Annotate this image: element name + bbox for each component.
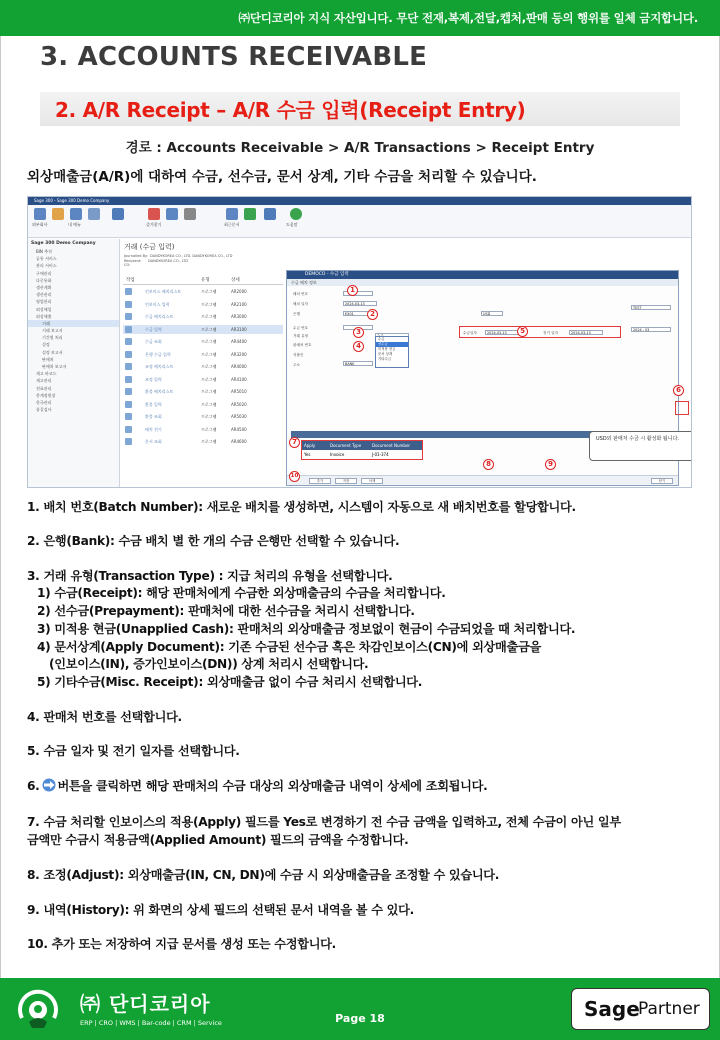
header-cell: 작업: [126, 278, 135, 283]
task-type: 프로그램: [201, 401, 217, 407]
ribbon-icon[interactable]: [88, 208, 100, 220]
task-code: AR2000: [231, 289, 247, 294]
task-row[interactable]: [123, 325, 283, 334]
dropdown-option[interactable]: 선수금: [376, 342, 408, 347]
program-icon: [125, 288, 132, 295]
add-button[interactable]: 추가: [309, 478, 331, 484]
receipt-entry-screenshot: [27, 196, 692, 488]
step-3-4: 4) 문서상계(Apply Document): 기존 수금된 선수금 혹은 차감인보이스(CN)에 외상매출금을: [37, 640, 541, 654]
grid-header-row: [302, 441, 422, 450]
page-subtitle: 2. A/R Receipt – A/R 수금 입력(Receipt Entry): [55, 98, 526, 122]
header-cell: 상세: [231, 278, 240, 283]
ribbon-label: 내 메뉴: [68, 222, 81, 227]
task-code: AR4400: [231, 339, 247, 344]
sidebar-item[interactable]: 판매처 보고서: [42, 364, 67, 369]
task-type: 프로그램: [201, 301, 217, 307]
task-row[interactable]: [123, 350, 283, 359]
marker-6: 6: [673, 385, 684, 396]
program-icon: [125, 376, 132, 383]
sidebar-item[interactable]: 설정 보고서: [42, 349, 63, 355]
task-code: AR4000: [231, 364, 247, 369]
step-4: 4. 판매처 번호를 선택합니다.: [27, 710, 182, 724]
program-icon: [125, 351, 132, 358]
step-6: [27, 777, 487, 794]
task-code: AR3100: [231, 326, 247, 332]
task-row[interactable]: [123, 437, 283, 446]
sidebar-item[interactable]: 다중통화: [36, 277, 52, 283]
sidebar-item[interactable]: 관리 서비스: [36, 263, 57, 269]
company-name: ㈜ 단디코리아: [80, 992, 211, 1016]
close-button[interactable]: 닫기: [651, 478, 673, 484]
task-name: 은행 수금 입력: [145, 351, 171, 357]
receipt-number-label: 수금 번호: [293, 326, 309, 330]
task-code: AR5020: [231, 401, 247, 407]
task-name: 인보이스 입력: [145, 301, 170, 307]
transaction-type-label: 거래 유형: [293, 334, 309, 338]
ribbon-label: 최근문서: [224, 222, 240, 227]
ribbon-toolbar: [28, 205, 691, 238]
batch-number-label: 배치 번호: [293, 292, 309, 296]
header-cell: 유형: [201, 278, 210, 283]
dropdown-option[interactable]: 문서 상계: [378, 352, 393, 356]
task-code: AR3200: [231, 351, 247, 357]
step-6-text: 버튼을 클릭하면 해당 판매처의 수금 대상의 외상매출금 내역이 상세에 조회됩니다.: [57, 779, 488, 793]
customer-field[interactable]: BANK: [343, 361, 373, 366]
dropdown-option[interactable]: 수금: [378, 337, 385, 341]
ribbon-label: 도움말: [286, 222, 298, 227]
task-row[interactable]: [123, 312, 283, 321]
step-8: 8. 조정(Adjust): 외상매출금(IN, CN, DN)에 수금 시 외상매출금을 조정할 수 있습니다.: [27, 868, 500, 882]
step-3: 3. 거래 유형(Transaction Type) : 지급 처리의 유형을 선택합니다.: [27, 569, 393, 583]
company-tagline: ERP | CRO | WMS | Bar-code | CRM | Service: [80, 1019, 222, 1027]
task-row[interactable]: [123, 337, 283, 346]
task-list-pane: [121, 239, 286, 488]
marker-3: 3: [353, 327, 364, 338]
step-3-5: 5) 기타수금(Misc. Receipt): 외상매출금 없이 수금 처리시 선택합니다.: [37, 675, 423, 689]
program-icon: [125, 338, 132, 345]
ribbon-icon[interactable]: [70, 208, 82, 220]
task-code: AR3000: [231, 314, 247, 319]
delete-button[interactable]: 삭제: [361, 478, 383, 484]
step-3-3: 3) 미적용 현금(Unapplied Cash): 판매처의 외상매출금 정보없이 현금이 수금되었을 때 처리합니다.: [37, 622, 576, 636]
step-3-1: 1) 수금(Receipt): 해당 판매처에게 수금한 외상매출금의 수금을 처리합니다.: [37, 586, 446, 600]
sidebar-item[interactable]: 한국관리: [36, 399, 52, 405]
address-label: 주소: [293, 363, 300, 367]
marker-2: 2: [367, 309, 378, 320]
batch-date-field[interactable]: 2024-03-13: [343, 301, 377, 306]
apply-cell[interactable]: Yes: [304, 452, 311, 457]
task-type: 프로그램: [201, 351, 217, 357]
task-name: 문서 조회: [145, 439, 162, 444]
section-title: 3. ACCOUNTS RECEIVABLE: [40, 42, 428, 72]
task-name: 배치 전기: [145, 426, 162, 432]
currency-field[interactable]: USD: [481, 311, 503, 316]
program-icon: [125, 438, 132, 445]
task-type: 프로그램: [201, 439, 217, 444]
step-6-number: 6.: [27, 779, 40, 793]
step-3-4-cont: (인보이스(IN), 증가인보이스(DN)) 상계 처리시 선택합니다.: [49, 657, 369, 671]
task-row[interactable]: [123, 300, 283, 309]
doc-type-cell: Invoice: [330, 452, 345, 457]
step-1: 1. 배치 번호(Batch Number): 새로운 배치를 생성하면, 시스템이 자동으로 새 배치번호를 할당합니다.: [27, 500, 576, 514]
post-date-field[interactable]: 2024-03-13: [569, 330, 603, 335]
task-type: 프로그램: [201, 314, 217, 319]
history-highlight: [675, 401, 689, 415]
dropdown-option[interactable]: 기타수금: [378, 357, 392, 361]
program-icon: [125, 401, 132, 408]
sidebar-item[interactable]: 거래 보고서: [42, 328, 63, 334]
page-number: Page 18: [335, 1012, 385, 1025]
task-name: 조정 입력: [145, 376, 162, 382]
sidebar-item[interactable]: 설정: [42, 342, 50, 348]
doc-number-column: Document Number: [372, 443, 411, 448]
sidebar-company: Sage 300 Demo Company: [31, 241, 96, 246]
dropdown-option[interactable]: 미적용 현금: [378, 347, 396, 351]
transaction-type-dropdown[interactable]: [375, 336, 409, 368]
task-row[interactable]: [123, 287, 283, 296]
sidebar-list: [28, 248, 119, 413]
bank-field[interactable]: EX01: [343, 311, 377, 316]
step-3-2: 2) 선수금(Prepayment): 판매처에 대한 선수금을 처리시 선택합니다.: [37, 604, 415, 618]
task-type: 프로그램: [201, 339, 217, 344]
step-10: 10. 추가 또는 저장하여 지급 문서를 생성 또는 수정합니다.: [27, 937, 336, 951]
task-pane-meta: Journalled By: DANDYKOREA CO., LTD. DANDYKOREA CO., LTD Recipient: DANDYKOREA CO., LTD CO:: [124, 254, 233, 267]
task-code: AR5030: [231, 414, 247, 419]
receipt-date-label: 수금일자: [463, 331, 477, 335]
task-row[interactable]: [123, 375, 283, 384]
sage-logo-word: Sage: [584, 997, 640, 1021]
doc-number-cell: J-01-374: [372, 452, 389, 457]
task-type: 프로그램: [201, 326, 217, 332]
task-name: 인보이스 배치리스트: [145, 289, 182, 294]
task-row[interactable]: [123, 425, 283, 434]
customer-number-label: 판매처 번호: [293, 343, 312, 347]
task-code: AR4100: [231, 376, 247, 382]
period-field[interactable]: 2024 - 03: [631, 327, 671, 332]
sidebar-item[interactable]: 전표관리: [36, 385, 52, 391]
ribbon-icon[interactable]: [264, 208, 276, 220]
entry-tabs[interactable]: 수금 배치 정보: [287, 279, 678, 286]
sidebar-item[interactable]: 총계정원장: [36, 392, 56, 398]
program-icon: [125, 363, 132, 370]
sidebar-item[interactable]: 기간별 처리: [42, 335, 63, 341]
task-pane-header: [123, 277, 283, 285]
ribbon-icon[interactable]: [244, 208, 256, 220]
copyright-banner: ㈜단디코리아 지식 자산입니다. 무단 전재,복제,전달,캡처,판매 등의 행위를 일체 금지합니다.: [0, 0, 720, 36]
step-2: 2. 은행(Bank): 수금 배치 별 한 개의 수금 은행만 선택할 수 있습니다.: [27, 534, 400, 548]
task-row[interactable]: [123, 387, 283, 396]
task-name: 조정 배치리스트: [145, 364, 174, 369]
marker-5: 5: [517, 326, 528, 337]
sage-partner-text: Partner: [638, 999, 700, 1019]
arrow-right-icon: [40, 778, 58, 792]
payer-label: 지불인: [293, 353, 304, 357]
task-name: 환불 입력: [145, 401, 162, 407]
description-field[interactable]: TEST: [631, 305, 671, 310]
sidebar-item[interactable]: 생산관리: [36, 292, 52, 298]
sidebar-item[interactable]: 품질검사: [36, 407, 52, 413]
task-type: 프로그램: [201, 364, 217, 369]
ribbon-label: 외부회사: [32, 222, 48, 227]
marker-8: 8: [483, 459, 494, 470]
batch-date-label: 배치 일자: [293, 302, 309, 306]
doc-type-column: Document Type: [330, 443, 362, 448]
ribbon-icon[interactable]: [184, 208, 196, 220]
sidebar-item[interactable]: 거래: [28, 320, 119, 327]
task-row[interactable]: [123, 362, 283, 371]
program-icon: [125, 326, 132, 333]
step-5: 5. 수금 일자 및 전기 일자를 선택합니다.: [27, 744, 240, 758]
step-9: 9. 내역(History): 위 화면의 상세 필드의 선택된 문서 내역을 볼 수 있다.: [27, 903, 414, 917]
sidebar-item[interactable]: BIN 추적: [36, 249, 52, 254]
receipt-date-field[interactable]: 2024-03-13: [485, 330, 519, 335]
task-type: 프로그램: [201, 289, 217, 294]
date-highlight: [459, 326, 621, 338]
module-sidebar: [28, 239, 120, 488]
program-icon: [125, 388, 132, 395]
intro-text: 외상매출금(A/R)에 대하여 수금, 선수금, 문서 상계, 기타 수금을 처리할 수 있습니다.: [27, 169, 537, 185]
task-name: 수금 입력: [145, 326, 162, 332]
ribbon-icon[interactable]: [34, 208, 46, 220]
task-code: AR4600: [231, 439, 247, 444]
ribbon-icon[interactable]: [166, 208, 178, 220]
marker-10: 10: [289, 471, 300, 482]
nav-path: 경로 : Accounts Receivable > A/R Transactions > Receipt Entry: [125, 140, 595, 156]
sidebar-item[interactable]: 외상매출: [36, 313, 52, 319]
sidebar-item[interactable]: 판매처: [42, 356, 54, 362]
marker-4: 4: [353, 341, 364, 352]
task-code: AR2100: [231, 301, 247, 307]
marker-7: 7: [289, 437, 300, 448]
apply-column: Apply: [304, 443, 316, 448]
task-row[interactable]: [123, 412, 283, 421]
task-type: 프로그램: [201, 389, 217, 394]
sidebar-item[interactable]: 재고 바코드: [36, 371, 57, 377]
receipt-entry-window: [286, 270, 679, 486]
entry-footer: [287, 475, 678, 485]
task-name: 수금 배치리스트: [145, 314, 174, 319]
detail-grid: [301, 440, 423, 460]
step-7: 7. 수금 처리할 인보이스의 적용(Apply) 필드를 Yes로 변경하기 전 수금 금액을 입력하고, 전체 수금이 아닌 일부: [27, 815, 621, 829]
program-icon: [125, 426, 132, 433]
ribbon-icon[interactable]: [52, 208, 64, 220]
bank-label: 은행: [293, 312, 300, 316]
currency-tooltip: USD외 판매처 수금 시 활성화 됩니다.: [589, 431, 692, 461]
sidebar-item[interactable]: 공통 서비스: [36, 256, 57, 262]
program-icon: [125, 413, 132, 420]
task-code: AR4500: [231, 426, 247, 432]
task-name: 환불 조회: [145, 414, 162, 419]
step-7-cont: 금액만 수금시 적용금액(Applied Amount) 필드의 금액을 수정합니다.: [27, 833, 409, 847]
sidebar-item[interactable]: 생산계획: [36, 284, 52, 290]
marker-1: 1: [347, 285, 358, 296]
window-titlebar: Sage 300 - Sage 300 Demo Company: [28, 197, 691, 205]
sidebar-item[interactable]: 재고관리: [36, 378, 52, 384]
grid-row[interactable]: [302, 450, 422, 459]
marker-9: 9: [545, 459, 556, 470]
task-code: AR5010: [231, 389, 247, 394]
sidebar-item[interactable]: 영업관리: [36, 299, 52, 305]
sidebar-item[interactable]: 구매관리: [36, 270, 52, 276]
post-date-label: 전기 일자: [543, 331, 559, 335]
ribbon-icon[interactable]: [112, 208, 124, 220]
help-icon[interactable]: [290, 208, 302, 220]
ribbon-icon[interactable]: [148, 208, 160, 220]
program-icon: [125, 301, 132, 308]
task-type: 프로그램: [201, 376, 217, 382]
ribbon-icon[interactable]: [226, 208, 238, 220]
sage-partner-badge: [571, 988, 710, 1030]
task-pane-title: 거래 (수금 입력): [124, 243, 175, 251]
program-icon: [125, 313, 132, 320]
task-type: 프로그램: [201, 426, 217, 432]
save-button[interactable]: 저장: [335, 478, 357, 484]
entry-window-title: DEMOCO - 수금 입력: [287, 271, 678, 279]
task-type: 프로그램: [201, 414, 217, 419]
ribbon-label: 즐겨찾기: [146, 222, 162, 227]
task-row[interactable]: [123, 400, 283, 409]
sidebar-item[interactable]: 외상매입: [36, 306, 52, 312]
task-name: 수금 조회: [145, 339, 162, 344]
task-name: 환불 배치리스트: [145, 389, 174, 394]
